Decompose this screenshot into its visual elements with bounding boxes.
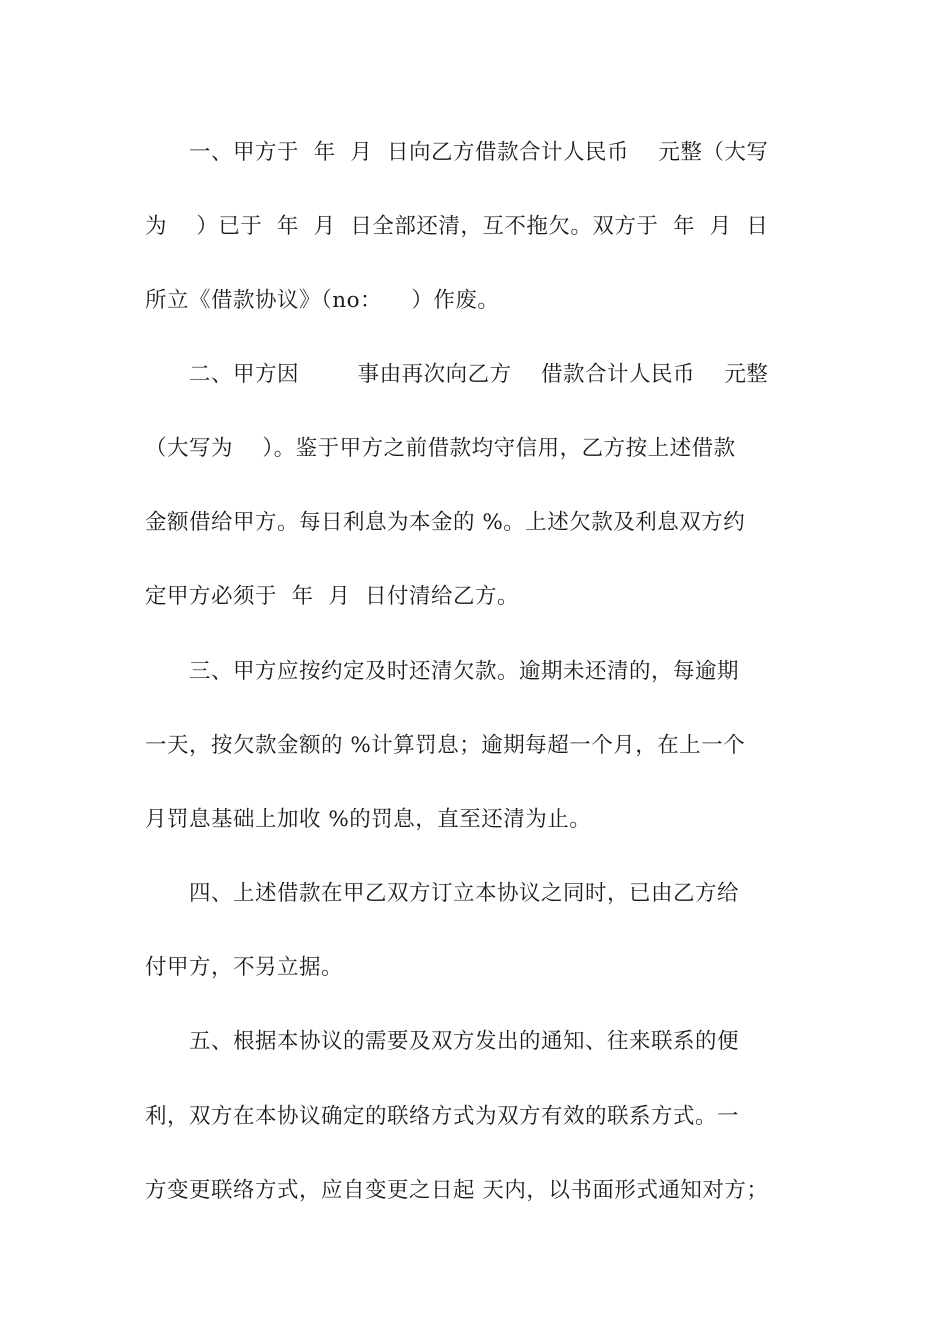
text-line: 方变更联络方式，应自变更之日起 天内，以书面形式通知对方； xyxy=(145,1178,769,1203)
text-line: 定甲方必须于 年 月 日付清给乙方。 xyxy=(145,584,520,609)
text-line: （大写为 ）。鉴于甲方之前借款均守信用，乙方按上述借款 xyxy=(145,436,736,461)
text-line: 二、甲方因 事由再次向乙方 借款合计人民币 元整 xyxy=(145,362,769,387)
text-line: 为 ）已于 年 月 日全部还清，互不拖欠。双方于 年 月 日 xyxy=(145,214,769,239)
text-line: 付甲方，不另立据。 xyxy=(145,955,344,980)
text-line: 四、上述借款在甲乙双方订立本协议之同时，已由乙方给 xyxy=(145,881,740,906)
text-line: 利，双方在本协议确定的联络方式为双方有效的联系方式。一 xyxy=(145,1104,740,1129)
text-line: 一天，按欠款金额的 %计算罚息；逾期每超一个月，在上一个 xyxy=(145,733,746,758)
text-line: 金额借给甲方。每日利息为本金的 %。上述欠款及利息双方约 xyxy=(145,510,746,535)
text-line: 所立《借款协议》（no： ）作废。 xyxy=(145,288,500,313)
text-line: 三、甲方应按约定及时还清欠款。逾期未还清的，每逾期 xyxy=(145,659,740,684)
text-line: 月罚息基础上加收 %的罚息，直至还清为止。 xyxy=(145,807,592,832)
text-line: 五、根据本协议的需要及双方发出的通知、往来联系的便 xyxy=(145,1029,740,1054)
text-line: 一、甲方于 年 月 日向乙方借款合计人民币 元整（大写 xyxy=(145,140,769,165)
